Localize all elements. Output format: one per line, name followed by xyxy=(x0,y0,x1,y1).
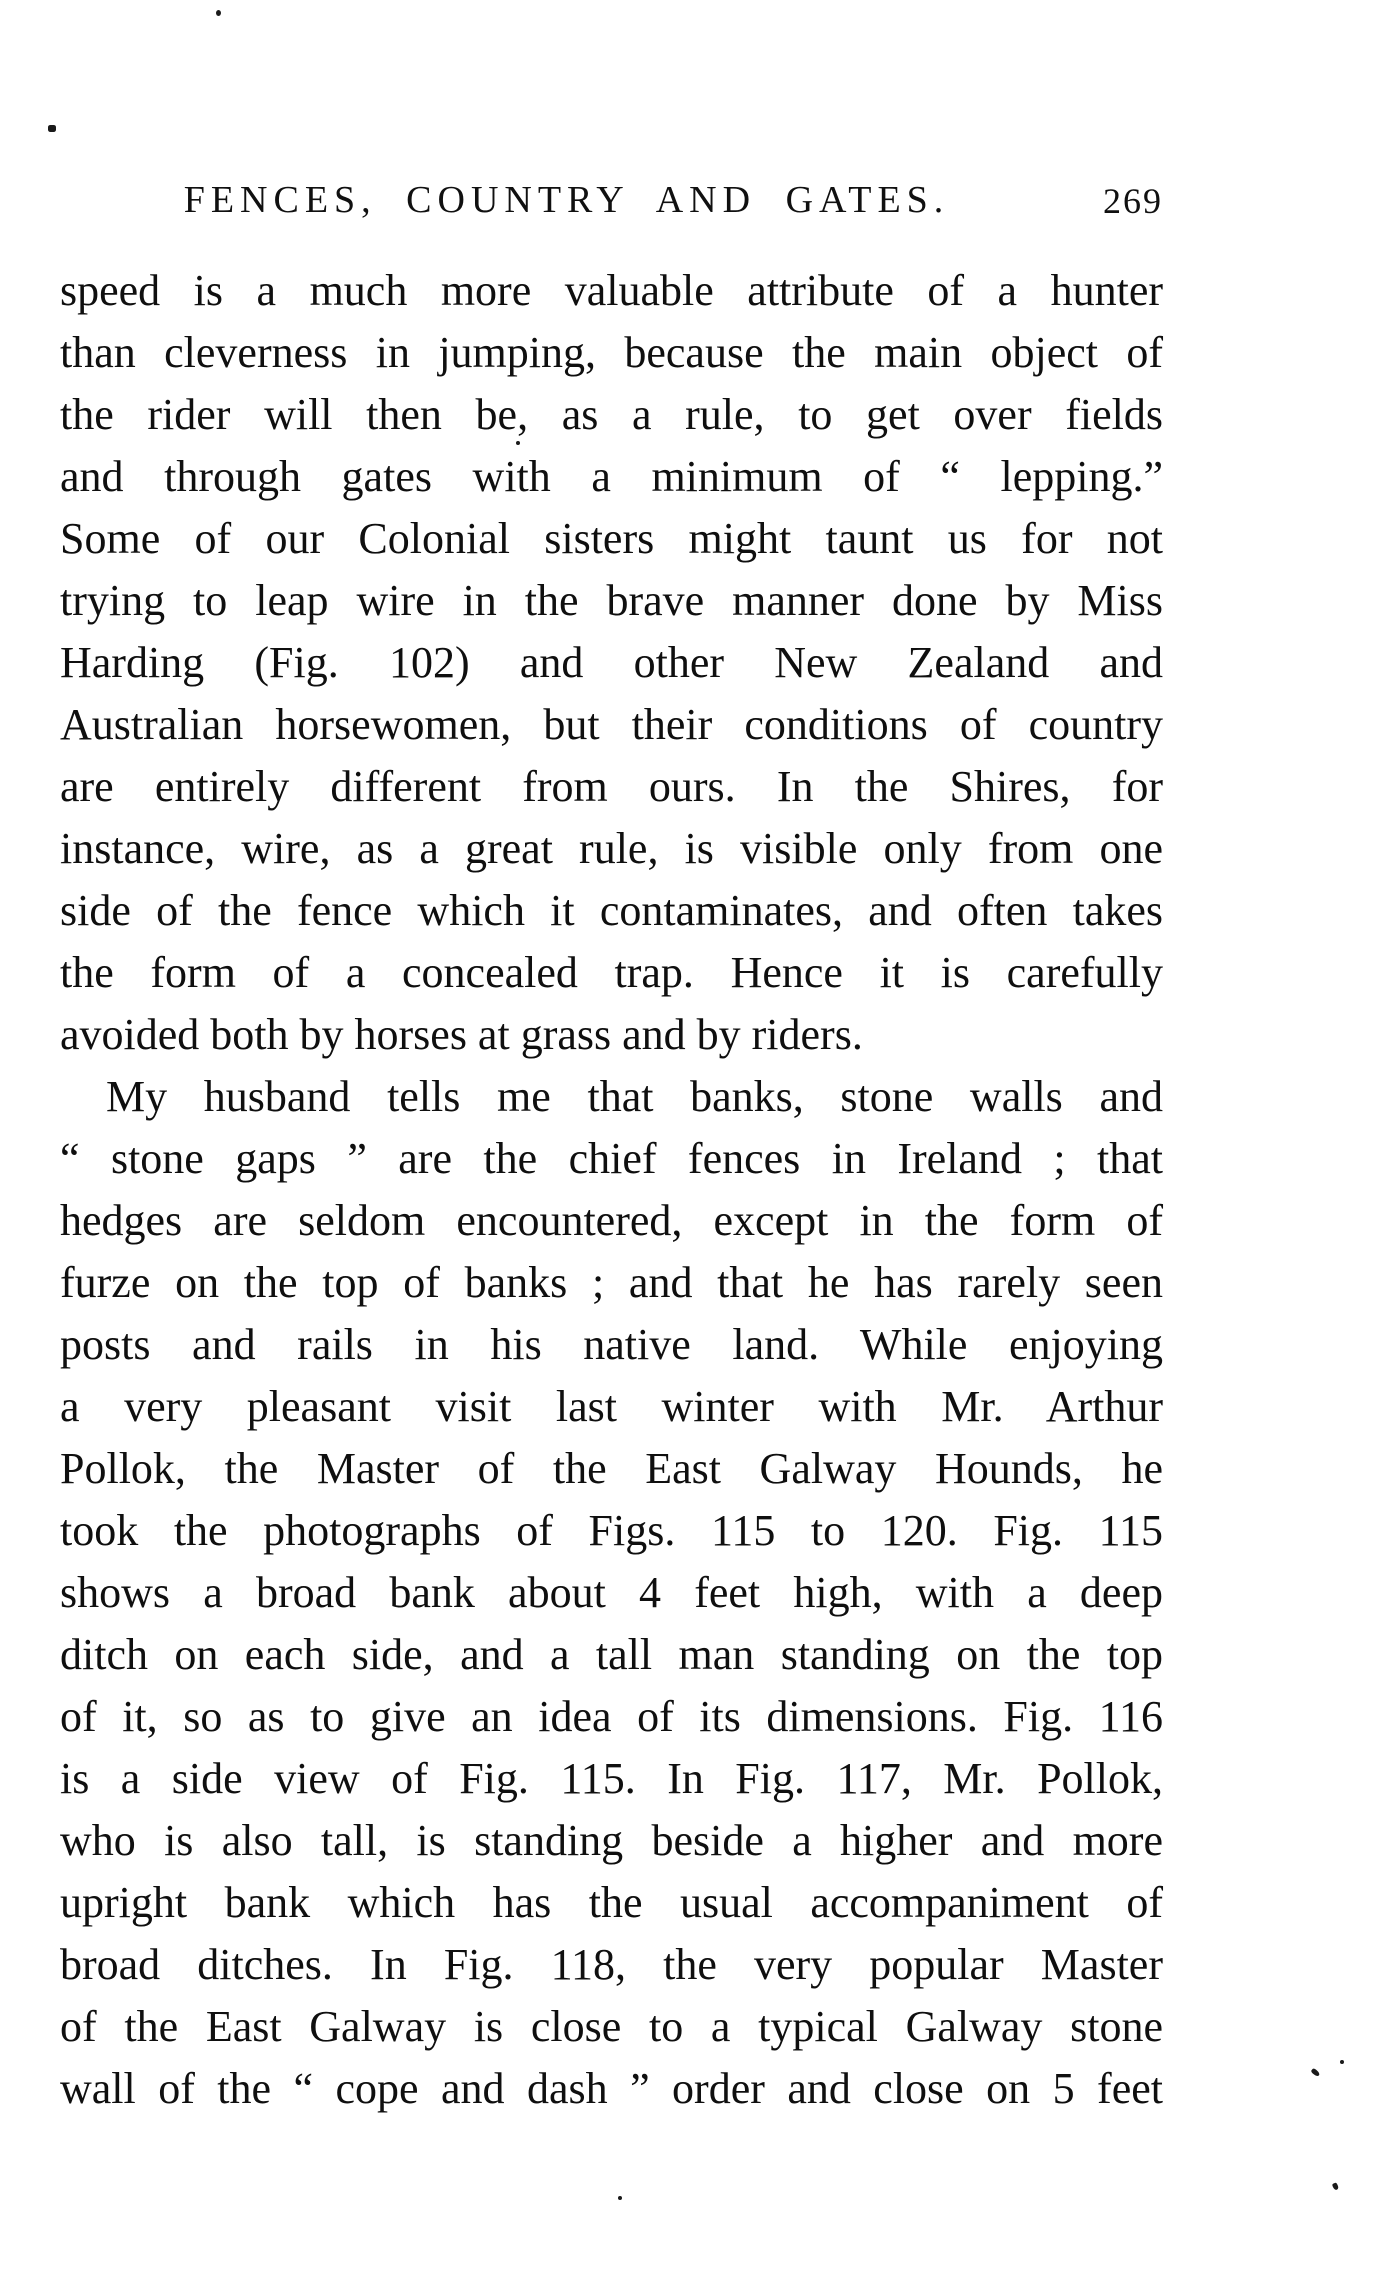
ink-speck xyxy=(1340,2060,1344,2064)
page-title: FENCES, COUNTRY AND GATES. xyxy=(183,179,950,221)
text-line: of the East Galway is close to a typical Galway stone xyxy=(60,2002,1163,2051)
text-line: Harding (Fig. 102) and other New Zealand and xyxy=(60,638,1163,687)
text-line: speed is a much more valuable attribute of a hunter xyxy=(60,266,1163,315)
ink-speck xyxy=(216,10,221,16)
paragraph xyxy=(60,1066,1163,2120)
text-line: trying to leap wire in the brave manner done by Miss xyxy=(60,576,1163,625)
text-line: Some of our Colonial sisters might taunt us for not xyxy=(60,514,1163,563)
text-line: Australian horsewomen, but their conditions of country xyxy=(60,700,1163,749)
text-line: are entirely different from ours. In the Shires, for xyxy=(60,762,1163,811)
text-line: is a side view of Fig. 115. In Fig. 117, Mr. Pollok, xyxy=(60,1754,1163,1803)
page-number: 269 xyxy=(1103,181,1163,221)
text-line: a very pleasant visit last winter with Mr. Arthur xyxy=(60,1382,1163,1431)
ink-speck xyxy=(618,2196,622,2200)
ink-speck xyxy=(516,441,520,445)
text-line: broad ditches. In Fig. 118, the very popular Master xyxy=(60,1940,1163,1989)
text-line: the rider will then be, as a rule, to get over fields xyxy=(60,390,1163,439)
ink-speck xyxy=(48,125,56,132)
text-line: and through gates with a minimum of “ lepping.” xyxy=(60,452,1163,501)
text-line: than cleverness in jumping, because the main object of xyxy=(60,328,1163,377)
text-line: Pollok, the Master of the East Galway Hounds, he xyxy=(60,1444,1163,1493)
text-line: the form of a concealed trap. Hence it is carefully xyxy=(60,948,1163,997)
ink-speck xyxy=(1310,2068,1320,2078)
text-line: who is also tall, is standing beside a higher and more xyxy=(60,1816,1163,1865)
text-line: instance, wire, as a great rule, is visible only from one xyxy=(60,824,1163,873)
body-text xyxy=(60,260,1163,2120)
paragraph xyxy=(60,260,1163,1066)
text-line: “ stone gaps ” are the chief fences in Ireland ; that xyxy=(60,1134,1163,1183)
text-line: side of the fence which it contaminates, and often takes xyxy=(60,886,1163,935)
ink-speck xyxy=(1332,2182,1339,2190)
text-line: avoided both by horses at grass and by riders. xyxy=(60,1010,863,1059)
text-line: ditch on each side, and a tall man standing on the top xyxy=(60,1630,1163,1679)
text-line: posts and rails in his native land. While enjoying xyxy=(60,1320,1163,1369)
text-line: wall of the “ cope and dash ” order and close on 5 feet xyxy=(60,2064,1163,2113)
text-line: shows a broad bank about 4 feet high, with a deep xyxy=(60,1568,1163,1617)
text-line: My husband tells me that banks, stone walls and xyxy=(106,1072,1163,1121)
text-line: hedges are seldom encountered, except in the form of xyxy=(60,1196,1163,1245)
running-header xyxy=(60,178,1163,222)
text-line: of it, so as to give an idea of its dimensions. Fig. 116 xyxy=(60,1692,1163,1741)
text-line: took the photographs of Figs. 115 to 120. Fig. 115 xyxy=(60,1506,1163,1555)
text-line: furze on the top of banks ; and that he has rarely seen xyxy=(60,1258,1163,1307)
text-line: upright bank which has the usual accompaniment of xyxy=(60,1878,1163,1927)
